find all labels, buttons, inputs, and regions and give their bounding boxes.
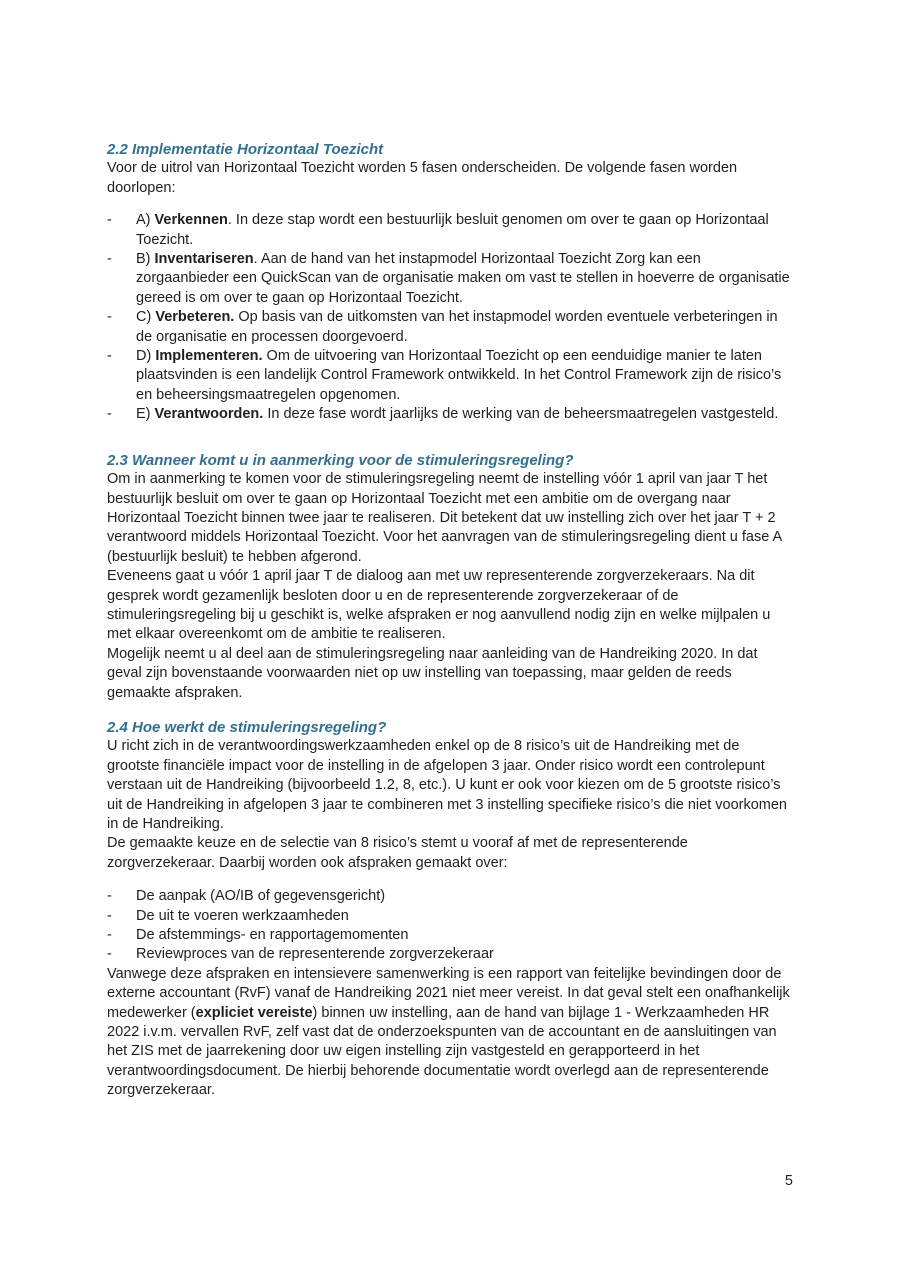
- phase-name: Inventariseren: [154, 251, 254, 268]
- dash-bullet: -: [107, 888, 112, 905]
- phase-name: Implementeren.: [155, 348, 263, 365]
- phase-description: Op basis van de uitkomsten van het instapmodel worden eventuele verbeteringen in de organisatie en processen doorgevoerd.: [136, 309, 778, 345]
- list-item-text: [136, 347, 795, 405]
- section-2-3-paragraph-1: Om in aanmerking te komen voor de stimuleringsregeling neemt de instelling vóór 1 april van jaar T het bestuurlijk besluit om over te gaan op Horizontaal Toezicht met een ambitie om de overgang naar Horizontaal Toezicht binnen twee jaar te realiseren. Dit betekent dat uw instelling zich over het jaar T + 2 verantwoord middels Horizontaal Toezicht. Voor het aanvragen van de stimuleringsregeling dient u fase A (bestuurlijk besluit) te hebben afgerond.: [107, 471, 782, 565]
- dash-bullet: -: [107, 212, 112, 229]
- closing-text-before: Vanwege deze afspraken en intensievere samenwerking is een rapport van feitelijke bevindingen door de externe accountant (RvF) vanaf de Handreiking 2021 niet meer vereist. In dat geval stelt een onafhankelijk medewerker (: [107, 965, 790, 1021]
- phase-name: Verantwoorden.: [154, 406, 264, 423]
- phase-prefix: D): [136, 348, 156, 365]
- list-item: [107, 907, 795, 926]
- dash-bullet: -: [107, 309, 112, 326]
- dash-bullet: -: [107, 251, 112, 268]
- phase-prefix: E): [136, 406, 155, 423]
- agreements-list: [107, 887, 795, 965]
- section-2-3-paragraph-2: Eveneens gaat u vóór 1 april jaar T de dialoog aan met uw representerende zorgverzekeraars. Na dit gesprek wordt gezamenlijk besloten door u en de representerende zorgverzekeraar of de stimuleringsregeling bij u geschikt is, welke afspraken er nog aanvullend nodig zijn en welke mijlpalen u met elkaar overeenkomt om de ambitie te realiseren.: [107, 568, 771, 643]
- section-2-3-paragraph-3: Mogelijk neemt u al deel aan de stimuleringsregeling naar aanleiding van de Handreiking 2020. In dat geval zijn bovenstaande voorwaarden niet op uw instelling van toepassing, maar gelden de reeds gemaakte afspraken.: [107, 645, 758, 701]
- list-item: [107, 347, 795, 405]
- phase-description: . In deze stap wordt een bestuurlijk besluit genomen om over te gaan op Horizontaal Toezicht.: [136, 212, 769, 248]
- phase-name: Verkennen: [154, 212, 228, 229]
- phase-description: Om de uitvoering van Horizontaal Toezicht op een eenduidige manier te laten plaatsvinden is een landelijk Control Framework ontwikkeld. In het Control Framework zijn de risico’s en beheersingsmaatregelen opgenomen.: [136, 348, 782, 403]
- list-item-text: [136, 308, 795, 347]
- phase-prefix: C): [136, 309, 156, 326]
- list-item-text: [136, 405, 795, 424]
- phase-prefix: B): [136, 251, 155, 268]
- list-item-text: [136, 211, 795, 250]
- section-heading-2-3: 2.3 Wanneer komt u in aanmerking voor de stimuleringsregeling?: [107, 451, 574, 469]
- list-item-text: Reviewproces van de representerende zorgverzekeraar: [136, 946, 494, 963]
- list-item: [107, 887, 795, 906]
- dash-bullet: -: [107, 946, 112, 963]
- closing-text-bold: expliciet vereiste: [195, 1004, 313, 1021]
- phases-list: [107, 211, 795, 424]
- phase-prefix: A): [136, 212, 155, 229]
- list-item-text: De afstemmings- en rapportagemomenten: [136, 927, 409, 944]
- dash-bullet: -: [107, 406, 112, 423]
- page-number: 5: [784, 1173, 793, 1189]
- section-2-4-closing-paragraph: [107, 965, 795, 1101]
- page-content: [107, 140, 795, 1101]
- section-heading-2-4: 2.4 Hoe werkt de stimuleringsregeling?: [107, 718, 387, 736]
- phase-name: Verbeteren.: [155, 309, 235, 326]
- section-2-4-paragraph-2: De gemaakte keuze en de selectie van 8 risico’s stemt u vooraf af met de representerende zorgverzekeraar. Daarbij worden ook afspraken gemaakt over:: [107, 835, 688, 871]
- dash-bullet: -: [107, 927, 112, 944]
- list-item-text: De aanpak (AO/IB of gegevensgericht): [136, 888, 386, 905]
- list-item: [107, 926, 795, 945]
- list-item: [107, 211, 795, 250]
- list-item-text: De uit te voeren werkzaamheden: [136, 907, 349, 924]
- list-item: [107, 945, 795, 964]
- phase-description: . Aan de hand van het instapmodel Horizontaal Toezicht Zorg kan een zorgaanbieder een QuickScan van de organisatie maken om vast te stellen in hoeverre de organisatie gereed is om over te gaan op Horizontaal Toezicht.: [136, 251, 790, 306]
- section-2-2-intro: Voor de uitrol van Horizontaal Toezicht worden 5 fasen onderscheiden. De volgende fasen worden doorlopen:: [107, 160, 738, 196]
- list-item-text: [136, 250, 795, 308]
- phase-description: In deze fase wordt jaarlijks de werking van de beheersmaatregelen vastgesteld.: [263, 406, 779, 423]
- section-2-4-paragraph-1: U richt zich in de verantwoordingswerkzaamheden enkel op de 8 risico’s uit de Handreiking met de grootste financiële impact voor de instelling in de afgelopen 3 jaar. Onder risico wordt een controlepunt verstaan uit de Handreiking (bijvoorbeeld 1.2, 8, etc.). U kunt er ook voor kiezen om de 5 grootste risico’s uit de Handreiking in afgelopen 3 jaar te combineren met 3 instelling specifieke risico’s die niet voorkomen in de Handreiking.: [107, 738, 787, 832]
- dash-bullet: -: [107, 907, 112, 924]
- list-item: [107, 250, 795, 308]
- list-item: [107, 308, 795, 347]
- closing-text-after: ) binnen uw instelling, aan de hand van bijlage 1 - Werkzaamheden HR 2022 i.v.m. vervallen RvF, zelf vast dat de onderzoekspunten van de accountant en de aansluitingen van het ZIS met de jaarrekening door uw eigen instelling zijn vastgesteld en gerapporteerd in het verantwoordingsdocument. De hierbij behorende documentatie wordt overlegd aan de representerende zorgverzekeraar.: [107, 1004, 777, 1099]
- section-heading-2-2: 2.2 Implementatie Horizontaal Toezicht: [107, 141, 384, 158]
- list-item: [107, 405, 795, 424]
- dash-bullet: -: [107, 348, 112, 365]
